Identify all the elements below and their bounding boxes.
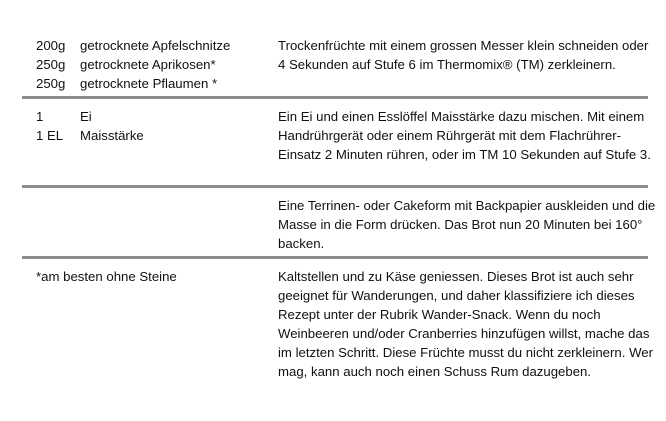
ingredient-row — [36, 36, 266, 55]
section-divider — [22, 185, 648, 188]
step-instructions: Ein Ei und einen Esslöffel Maisstärke dazu mischen. Mit einem Handrührgerät oder einem Rührgerät mit dem Flachrührer-Einsatz 2 Minuten rühren, oder im TM 10 Sekunden auf Stufe 3. — [278, 109, 651, 162]
ingredient-quantity: 250g — [36, 57, 66, 72]
ingredient-quantity: 200g — [36, 38, 66, 53]
ingredient-row — [36, 107, 266, 126]
step-instructions: Eine Terrinen- oder Cakeform mit Backpapier auskleiden und die Masse in die Form drücken. Das Brot nun 20 Minuten bei 160° backen. — [278, 198, 656, 251]
ingredient-row — [36, 55, 266, 74]
ingredient-list — [36, 36, 266, 93]
ingredient-quantity: 1 — [36, 109, 44, 124]
ingredient-row — [36, 126, 266, 145]
ingredient-name: getrocknete Pflaumen * — [80, 76, 218, 91]
step-instructions: Trockenfrüchte mit einem grossen Messer klein schneiden oder 4 Sekunden auf Stufe 6 im Thermomix® (TM) zerkleinern. — [278, 38, 649, 72]
step-instructions: Kaltstellen und zu Käse geniessen. Dieses Brot ist auch sehr geeignet für Wanderungen, und daher klassifiziere ich dieses Rezept unter der Rubrik Wander-Snack. Wenn du noch Weinbeeren und/oder Cranberries hinzufügen willst, mache das im letzten Schritt. Diese Früchte musst du nicht zerkleinern. Wer mag, kann auch noch einen Schuss Rum dazugeben. — [278, 269, 653, 379]
section-divider — [22, 256, 648, 259]
ingredient-name: Ei — [80, 109, 92, 124]
ingredient-name: Maisstärke — [80, 128, 144, 143]
ingredient-quantity: 250g — [36, 76, 66, 91]
ingredient-row — [36, 74, 266, 93]
ingredient-list — [36, 107, 266, 145]
footnote: *am besten ohne Steine — [36, 269, 177, 284]
ingredient-quantity: 1 EL — [36, 128, 64, 143]
ingredient-note-column — [36, 267, 266, 286]
ingredient-name: getrocknete Apfelschnitze — [80, 38, 231, 53]
section-divider — [22, 96, 648, 99]
ingredient-name: getrocknete Aprikosen* — [80, 57, 216, 72]
